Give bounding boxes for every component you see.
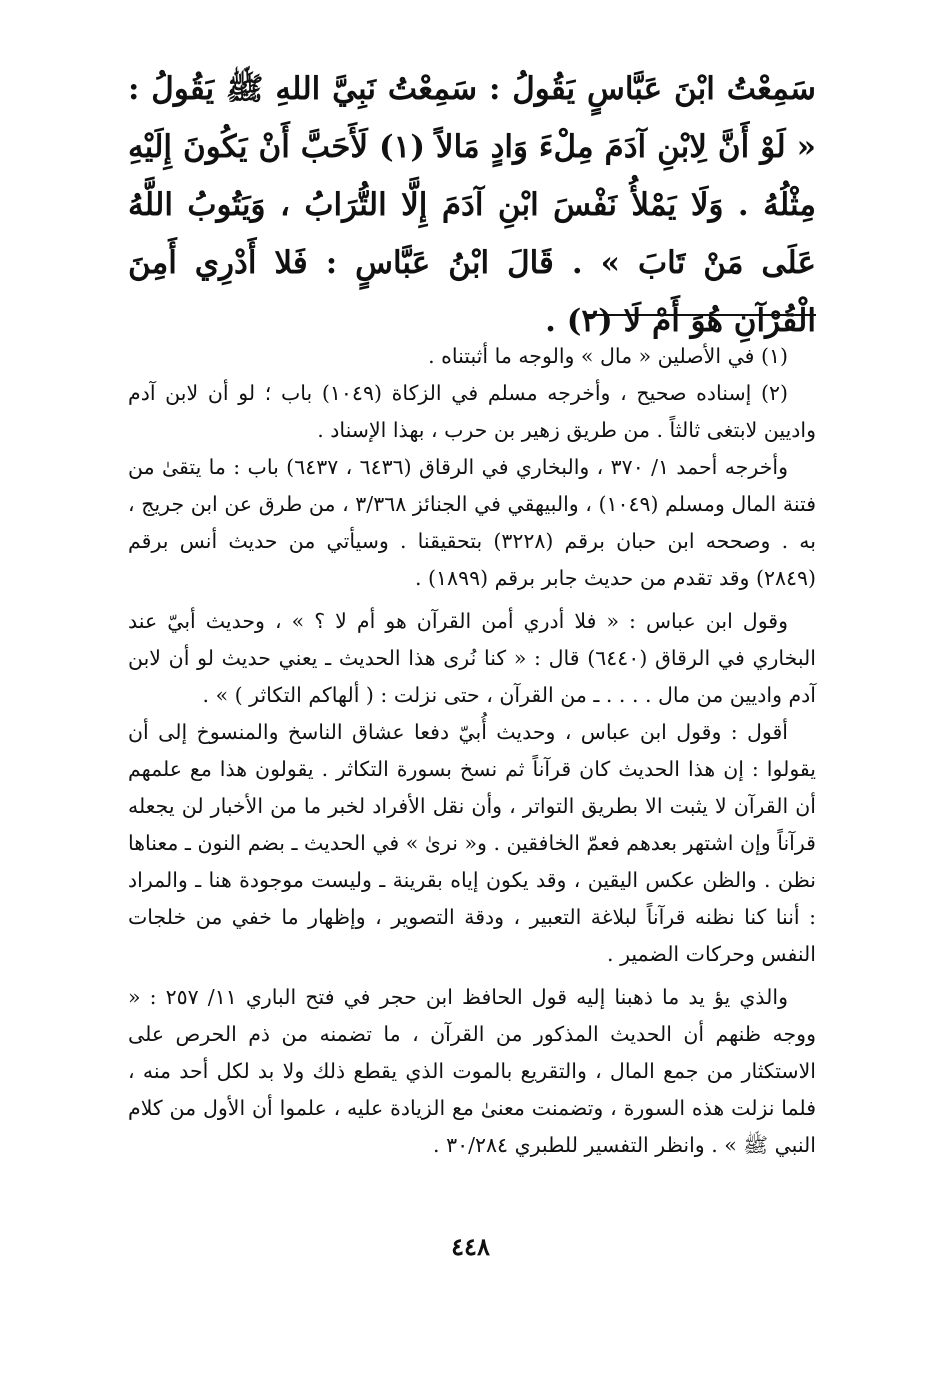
footnote-separator	[586, 314, 816, 316]
footnote-2-cont-4: والذي يؤ يد ما ذهبنا إليه قول الحافظ ابن حجر في فتح الباري ١١/ ٢٥٧ : « ووجه ظنهم أن الحديث المذكور من القرآن ، ما تضمنه من ذم الحرص على الاستكثار من جمع المال ، والتقريع بالموت الذي يقطع ذلك ولا بد لكل أحد منه ، فلما نزلت هذه السورة ، وتضمنت معنىٰ مع الزيادة عليه ، علموا أن الأول من كلام النبي ﷺ » . وانظر التفسير للطبري ٣٠/٢٨٤ .	[128, 985, 816, 1157]
footnotes	[128, 338, 816, 1164]
footnote-2-cont-1: وأخرجه أحمد ١/ ٣٧٠ ، والبخاري في الرقاق (٦٤٣٦ ، ٦٤٣٧) باب : ما يتقىٰ من فتنة المال ومسلم (١٠٤٩) ، والبيهقي في الجنائز ٣/٣٦٨ ، من طرق عن ابن جريج ، به . وصححه ابن حبان برقم (٣٢٢٨) بتحقيقنا . وسيأتي من حديث أنس برقم (٢٨٤٩) وقد تقدم من حديث جابر برقم (١٨٩٩) .	[128, 455, 817, 590]
page-number: ٤٤٨	[451, 1232, 490, 1261]
page-body	[128, 60, 816, 350]
footnote-2-cont-3: أقول : وقول ابن عباس ، وحديث أُبيّ دفعا عشاق الناسخ والمنسوخ إلى أن يقولوا : إن هذا الحديث كان قرآناً ثم نسخ بسورة التكاثر . يقولون هذا مع علمهم أن القرآن لا يثبت الا بطريق التواتر ، وأن نقل الأفراد لخبر ما من الأخبار لن يجعله قرآناً وإن اشتهر بعدهم فعمّ الخافقين . و« نرىٰ » في الحديث ـ بضم النون ـ معناها نظن . والظن عكس اليقين ، وقد يكون إياه بقرينة ـ وليست موجودة هنا ـ والمراد : أننا كنا نظنه قرآناً لبلاغة التعبير ، ودقة التصوير ، وإظهار ما خفي من خلجات النفس وحركات الضمير .	[128, 720, 816, 966]
footnote-2-cont-2: وقول ابن عباس : « فلا أدري أمن القرآن هو أم لا ؟ » ، وحديث أبيّ عند البخاري في الرقاق (٦٤٤٠) قال : « كنا نُرى هذا الحديث ـ يعني حديث لو أن لابن آدم واديين من مال . . . . ـ من القرآن ، حتى نزلت : ( ألهاكم التكاثر ) » .	[128, 609, 816, 707]
footnote-2: (٢) إسناده صحيح ، وأخرجه مسلم في الزكاة (١٠٤٩) باب ؛ لو أن لابن آدم واديين لابتغى ثالثاً . من طريق زهير بن حرب ، بهذا الإسناد .	[128, 381, 816, 442]
footnote-1: (١) في الأصلين « مال » والوجه ما أثبتناه .	[428, 344, 788, 368]
hadith-text: سَمِعْتُ ابْنَ عَبَّاسٍ يَقُولُ : سَمِعْتُ نَبِيَّ اللهِ ﷺ يَقُولُ : « لَوْ أَنَّ لِابْنِ آدَمَ مِلْءَ وَادٍ مَالاً (١) لَأَحَبَّ أَنْ يَكُونَ إِلَيْهِ مِثْلُهُ . وَلَا يَمْلأُ نَفْسَ ابْنِ آدَمَ إِلَّا التُّرَابُ ، وَيَتُوبُ اللَّهُ عَلَى مَنْ تَابَ » . قَالَ ابْنُ عَبَّاسٍ : فَلا أَدْرِي أَمِنَ الْقُرْآنِ هُوَ أَمْ لَا (٢) .	[128, 71, 817, 339]
